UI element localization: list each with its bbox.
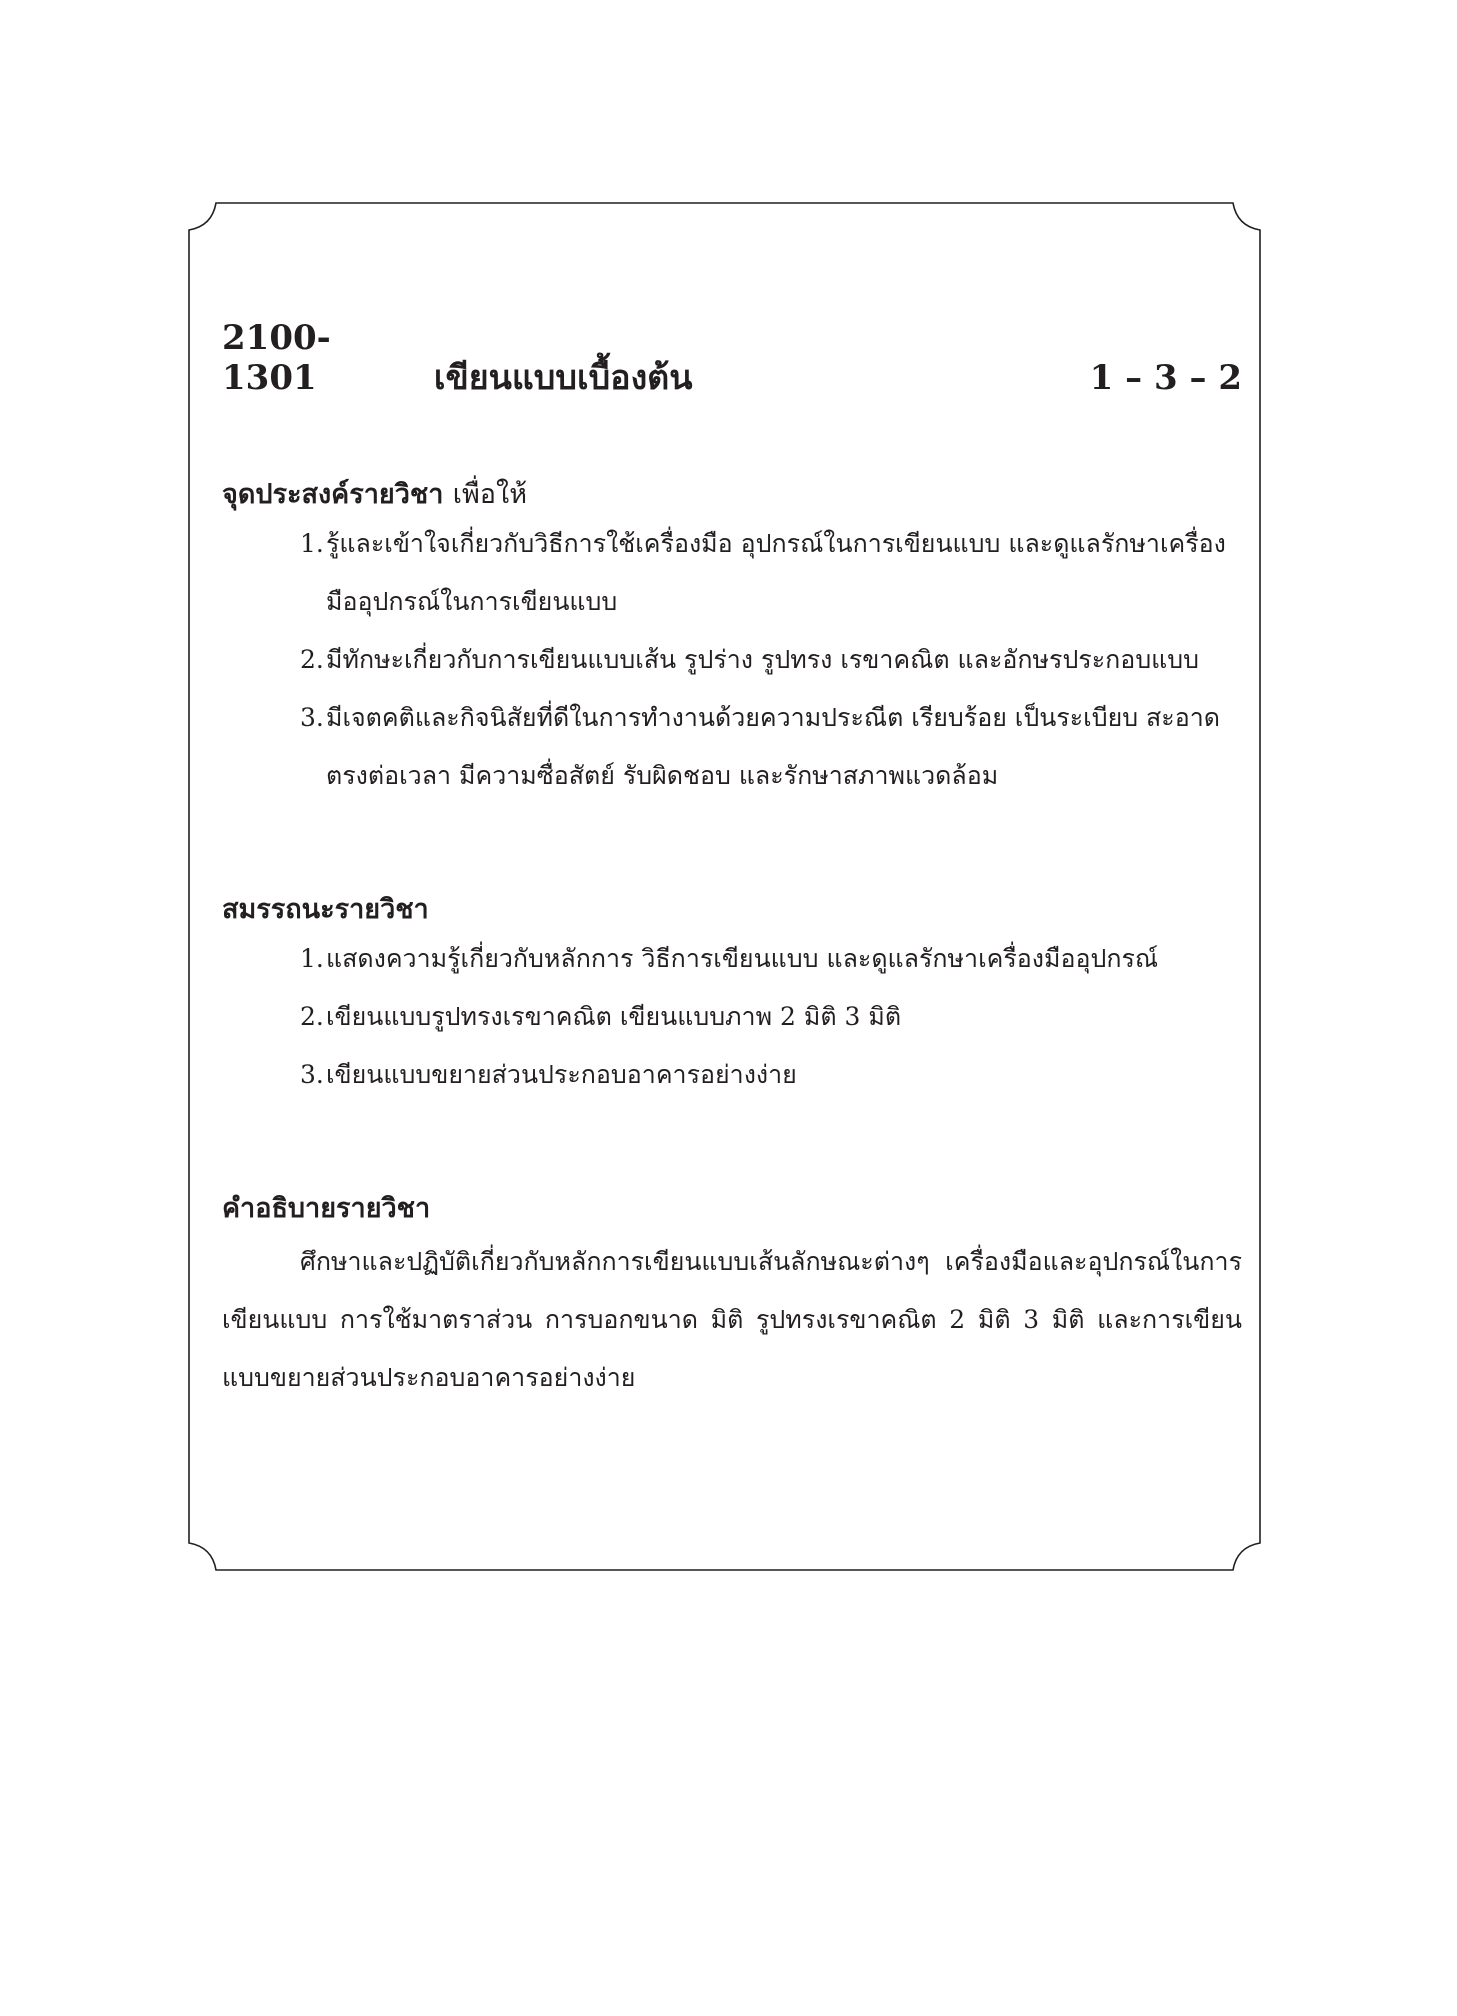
objectives-heading [222, 472, 1242, 515]
objectives-heading-label: จุดประสงค์รายวิชา [222, 479, 444, 510]
course-header [222, 318, 1242, 398]
objectives-heading-suffix: เพื่อให้ [452, 479, 527, 510]
objective-item [222, 515, 1242, 631]
course-credits: 1 – 3 – 2 [1089, 358, 1242, 398]
competency-item [222, 930, 1242, 988]
objective-item [222, 631, 1242, 689]
objective-number: 1. [300, 529, 324, 558]
objectives-list [222, 515, 1242, 805]
description-heading [222, 1186, 1242, 1229]
competency-number: 3. [300, 1060, 324, 1089]
course-code: 2100-1301 [222, 318, 331, 398]
competencies-heading [222, 887, 1242, 930]
objective-text: มีทักษะเกี่ยวกับการเขียนแบบเส้น รูปร่าง รูปทรง เรขาคณิต และอักษรประกอบแบบ [326, 645, 1200, 674]
objective-text: รู้และเข้าใจเกี่ยวกับวิธีการใช้เครื่องมือ อุปกรณ์ในการเขียนแบบ และดูแลรักษาเครื่องมืออุปกรณ์ในการเขียนแบบ [326, 529, 1226, 616]
competency-text: เขียนแบบรูปทรงเรขาคณิต เขียนแบบภาพ 2 มิติ 3 มิติ [326, 1002, 902, 1031]
description-text: ศึกษาและปฏิบัติเกี่ยวกับหลักการเขียนแบบเส้นลักษณะต่างๆ เครื่องมือและอุปกรณ์ในการเขียนแบบ การใช้มาตราส่วน การบอกขนาด มิติ รูปทรงเรขาคณิต 2 มิติ 3 มิติ และการเขียนแบบขยายส่วนประกอบอาคารอย่างง่าย [222, 1247, 1242, 1392]
objective-number: 3. [300, 703, 324, 732]
competency-text: เขียนแบบขยายส่วนประกอบอาคารอย่างง่าย [326, 1060, 797, 1089]
competencies-heading-label: สมรรถนะรายวิชา [222, 894, 429, 925]
course-title: เขียนแบบเบื้องต้น [433, 358, 693, 398]
competency-number: 2. [300, 1002, 324, 1031]
description-heading-label: คำอธิบายรายวิชา [222, 1193, 431, 1224]
course-content [222, 318, 1242, 1407]
competency-item [222, 988, 1242, 1046]
objective-text: มีเจตคติและกิจนิสัยที่ดีในการทำงานด้วยความประณีต เรียบร้อย เป็นระเบียบ สะอาด ตรงต่อเวลา มีความซื่อสัตย์ รับผิดชอบ และรักษาสภาพแวดล้อม [326, 703, 1221, 790]
competency-item [222, 1046, 1242, 1104]
competencies-list [222, 930, 1242, 1104]
competency-text: แสดงความรู้เกี่ยวกับหลักการ วิธีการเขียนแบบ และดูแลรักษาเครื่องมืออุปกรณ์ [326, 944, 1159, 973]
objective-item [222, 689, 1242, 805]
objective-number: 2. [300, 645, 324, 674]
competency-number: 1. [300, 944, 324, 973]
course-heading [222, 318, 693, 404]
